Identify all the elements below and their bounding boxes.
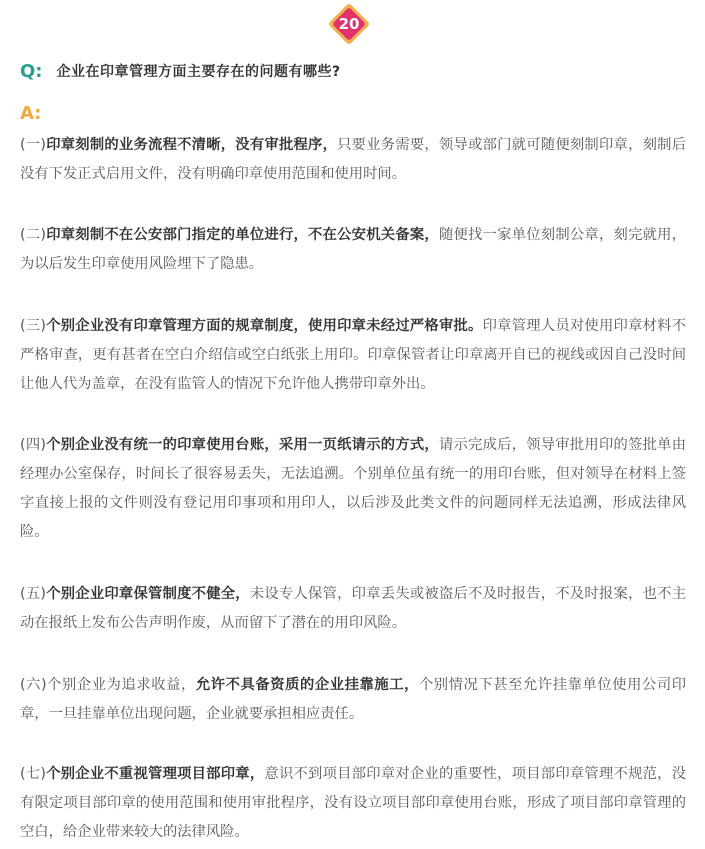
paragraph-bold-text: 允许不具备资质的企业挂靠施工， xyxy=(195,677,419,693)
paragraph-body-text: 随便找一家单位刻制公章，刻完就用，为以后发生印章使用风险埋下了隐患。 xyxy=(20,227,687,272)
paragraph-bold-text: 个别企业没有统一的印章使用台账，采用一页纸请示的方式， xyxy=(45,437,439,453)
paragraph-bold-text: 个别企业没有印章管理方面的规章制度，使用印章未经过严格审批。 xyxy=(45,318,483,334)
number-badge xyxy=(332,7,366,41)
paragraph-body-text: 未设专人保管，印章丢失或被盗后不及时报告，不及时报案，也不主动在报纸上发布公告声明作废，从而留下了潜在的用印风险。 xyxy=(20,586,687,631)
answer-paragraph-3 xyxy=(20,312,686,399)
paragraph-bold-text: 个别企业不重视管理项目部印章， xyxy=(45,766,265,782)
paragraph-prefix: (六) xyxy=(20,677,47,693)
paragraph-body-text: 个别情况下甚至允许挂靠单位使用公司印章，一旦挂靠单位出现问题，企业就要承担相应责任。 xyxy=(20,677,687,722)
paragraph-prefix: (四) xyxy=(20,437,46,453)
paragraph-bold-text: 印章刻制的业务流程不清晰，没有审批程序， xyxy=(45,137,338,153)
paragraph-body-text: 只要业务需要，领导或部门就可随便刻制印章，刻制后没有下发正式启用文件，没有明确印章使用范围和使用时间。 xyxy=(20,137,687,182)
paragraph-prefix: (三) xyxy=(20,318,46,334)
paragraph-prefix: (一) xyxy=(20,137,46,153)
answer-paragraph-5 xyxy=(20,580,686,638)
paragraph-prefix: (五) xyxy=(20,586,46,602)
paragraph-body-text: 印章管理人员对使用印章材料不严格审查，更有甚者在空白介绍信或空白纸张上用印。印章保管者让印章离开自已的视线或因自己没时间让他人代为盖章，在没有监管人的情况下允许他人携带印章外出。 xyxy=(20,318,687,392)
paragraph-body-text: 请示完成后，领导审批用印的签批单由经理办公室保存，时间长了很容易丢失，无法追溯。个别单位虽有统一的用印台账，但对领导在材料上签字直接上报的文件则没有登记用印事项和用印人，以后涉及此类文件的问题同样无法追溯，形成法律风险。 xyxy=(20,437,687,540)
paragraph-prefix: (七) xyxy=(20,766,46,782)
answer-label: A: xyxy=(20,103,42,124)
answer-paragraph-1 xyxy=(20,131,686,189)
badge-number: 20 xyxy=(338,15,360,33)
answer-paragraph-7 xyxy=(20,760,686,847)
paragraph-bold-text: 个别企业印章保管制度不健全， xyxy=(45,586,250,602)
question-label: Q: xyxy=(20,60,43,82)
answer-paragraph-2 xyxy=(20,221,686,279)
paragraph-bold-text: 印章刻制不在公安部门指定的单位进行，不在公安机关备案， xyxy=(45,227,439,243)
paragraph-prefix: (二) xyxy=(20,227,46,243)
paragraph-lead-text: 个别企业为追求收益， xyxy=(46,677,196,693)
question-text: 企业在印章管理方面主要存在的问题有哪些? xyxy=(56,64,341,80)
answer-paragraph-6 xyxy=(20,671,686,729)
question-line xyxy=(20,58,341,84)
answer-paragraph-4 xyxy=(20,431,686,547)
paragraph-body-text: 意识不到项目部印章对企业的重要性，项目部印章管理不规范，没有限定项目部印章的使用范围和使用审批程序，没有设立项目部印章使用台账，形成了项目部印章管理的空白，给企业带来较大的法律风险。 xyxy=(20,766,687,840)
